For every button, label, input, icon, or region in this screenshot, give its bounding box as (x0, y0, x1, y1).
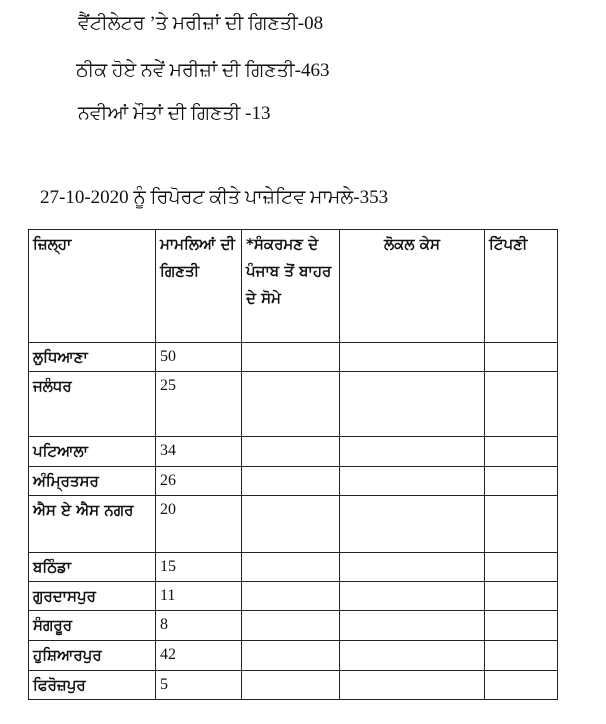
count-cell: 15 (156, 553, 242, 582)
count-cell: 34 (156, 437, 242, 467)
district-cell: ਪਟਿਆਲਾ (29, 437, 156, 467)
outside-cell (242, 641, 340, 671)
count-cell: 42 (156, 641, 242, 671)
outside-cell (242, 671, 340, 700)
district-cell: ਬਠਿੰਡਾ (29, 553, 156, 582)
count-cell: 5 (156, 671, 242, 700)
outside-cell (242, 437, 340, 467)
header-remarks: ਟਿੱਪਣੀ (485, 230, 558, 343)
header-district: ਜ਼ਿਲ੍ਹਾ (29, 230, 156, 343)
remarks-cell (485, 611, 558, 641)
outside-cell (242, 372, 340, 437)
local-cell (340, 641, 485, 671)
header-outside-source: *ਸੰਕਰਮਣ ਦੇ ਪੰਜਾਬ ਤੋਂ ਬਾਹਰ ਦੇ ਸੋਮੇ (242, 230, 340, 343)
local-cell (340, 496, 485, 553)
remarks-cell (485, 641, 558, 671)
district-cell: ਹੁਸ਼ਿਆਰਪੁਰ (29, 641, 156, 671)
remarks-cell (485, 372, 558, 437)
table-row (29, 467, 558, 496)
outside-cell (242, 467, 340, 496)
local-cell (340, 372, 485, 437)
remarks-cell (485, 343, 558, 372)
local-cell (340, 611, 485, 641)
table-row (29, 582, 558, 611)
local-cell (340, 582, 485, 611)
district-cell: ਲੁਧਿਆਣਾ (29, 343, 156, 372)
ventilator-count-text: ਵੈਂਟੀਲੇਟਰ ’ਤੇ ਮਰੀਜ਼ਾਂ ਦੀ ਗਿਣਤੀ-08 (78, 13, 324, 34)
table-row (29, 372, 558, 437)
district-cell: ਐਸ ਏ ਐਸ ਨਗਰ (29, 496, 156, 553)
remarks-cell (485, 582, 558, 611)
table-row (29, 437, 558, 467)
table-row (29, 496, 558, 553)
outside-cell (242, 582, 340, 611)
local-cell (340, 671, 485, 700)
local-cell (340, 437, 485, 467)
district-cell: ਸੰਗਰੂਰ (29, 611, 156, 641)
count-cell: 25 (156, 372, 242, 437)
report-heading: 27-10-2020 ਨੂੰ ਰਿਪੋਰਟ ਕੀਤੇ ਪਾਜ਼ੇਟਿਵ ਮਾਮਲੇ-353 (40, 187, 389, 208)
count-cell: 20 (156, 496, 242, 553)
district-cell: ਫਿਰੋਜ਼ਪੁਰ (29, 671, 156, 700)
remarks-cell (485, 553, 558, 582)
table-row (29, 553, 558, 582)
count-cell: 50 (156, 343, 242, 372)
table-header-row (29, 230, 558, 343)
local-cell (340, 343, 485, 372)
remarks-cell (485, 437, 558, 467)
table-row (29, 671, 558, 700)
header-cases: ਮਾਮਲਿਆਂ ਦੀ ਗਿਣਤੀ (156, 230, 242, 343)
district-cell: ਗੁਰਦਾਸਪੁਰ (29, 582, 156, 611)
district-cell: ਜਲੰਧਰ (29, 372, 156, 437)
deaths-count-text: ਨਵੀਆਂ ਮੌਤਾਂ ਦੀ ਗਿਣਤੀ -13 (78, 103, 271, 124)
district-cell: ਅੰਮ੍ਰਿਤਸਰ (29, 467, 156, 496)
count-cell: 8 (156, 611, 242, 641)
table-row (29, 611, 558, 641)
outside-cell (242, 496, 340, 553)
remarks-cell (485, 671, 558, 700)
remarks-cell (485, 496, 558, 553)
outside-cell (242, 611, 340, 641)
count-cell: 11 (156, 582, 242, 611)
table-row (29, 641, 558, 671)
local-cell (340, 553, 485, 582)
count-cell: 26 (156, 467, 242, 496)
table-row (29, 343, 558, 372)
outside-cell (242, 553, 340, 582)
district-cases-table (28, 229, 558, 700)
header-local-cases: ਲੋਕਲ ਕੇਸ (340, 230, 485, 343)
remarks-cell (485, 467, 558, 496)
recovered-count-text: ਠੀਕ ਹੋਏ ਨਵੇਂ ਮਰੀਜ਼ਾਂ ਦੀ ਗਿਣਤੀ-463 (76, 60, 330, 81)
local-cell (340, 467, 485, 496)
outside-cell (242, 343, 340, 372)
